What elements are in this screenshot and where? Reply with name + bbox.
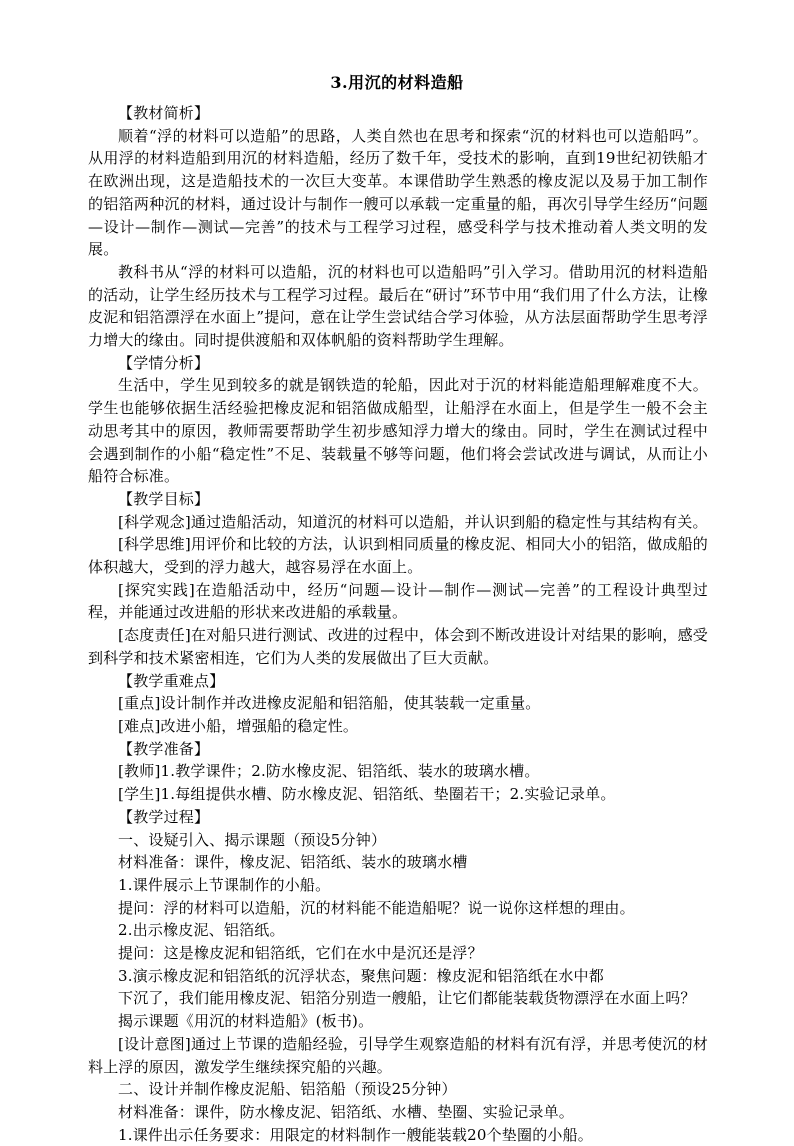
section-heading: 【学情分析】 <box>118 353 210 372</box>
paragraph: [设计意图]通过上节课的造船经验，引导学生观察造船的材料有沉有浮，并思考使沉的材料上浮的原因，激发学生继续探究船的兴趣。 <box>88 1034 708 1076</box>
paragraph: [探究实践]在造船活动中，经历“问题—设计—制作—测试—完善”的工程设计典型过程，并能通过改进船的形状来改进船的承载量。 <box>88 580 708 622</box>
paragraph: [科学观念]通过造船活动，知道沉的材料可以造船，并认识到船的稳定性与其结构有关。 <box>118 512 708 531</box>
paragraph: 下沉了，我们能用橡皮泥、铝箔分别造一艘船，让它们都能装载货物漂浮在水面上吗？ <box>118 989 696 1008</box>
paragraph: 3.演示橡皮泥和铝箔纸的沉浮状态，聚焦问题：橡皮泥和铝箔纸在水中都 <box>118 966 604 985</box>
section-heading: 【教学重难点】 <box>118 671 225 690</box>
paragraph: 材料准备：课件，橡皮泥、铝箔纸、装水的玻璃水槽 <box>118 853 468 872</box>
paragraph: [教师]1.教学课件；2.防水橡皮泥、铝箔纸、装水的玻璃水槽。 <box>118 762 540 781</box>
section-heading: 【教学准备】 <box>118 739 210 758</box>
paragraph: 一、设疑引入、揭示课题（预设5分钟） <box>118 830 387 849</box>
section-heading: 【教学目标】 <box>118 489 210 508</box>
paragraph: 材料准备：课件，防水橡皮泥、铝箔纸、水槽、垫圈、实验记录单。 <box>118 1102 575 1121</box>
paragraph: [科学思维]用评价和比较的方法，认识到相同质量的橡皮泥、相同大小的铝箔，做成船的体积越大，受到的浮力越大，越容易浮在水面上。 <box>88 535 708 577</box>
paragraph: [态度责任]在对船只进行测试、改进的过程中，体会到不断改进设计对结果的影响，感受到科学和技术紧密相连，它们为人类的发展做出了巨大贡献。 <box>88 626 708 667</box>
paragraph: 教科书从“浮的材料可以造船，沉的材料也可以造船吗”引入学习。借助用沉的材料造船的活动，让学生经历技术与工程学习过程。最后在“研讨”环节中用“我们用了什么方法，让橡皮泥和铝箔漂浮在水面上”提问，意在让学生尝试结合学习体验，从方法层面帮助学生思考浮力增大的缘由。同时提供渡船和双体帆船的资料帮助学生理解。 <box>88 262 708 350</box>
paragraph: [难点]改进小船，增强船的稳定性。 <box>118 716 359 735</box>
paragraph: 生活中，学生见到较多的就是钢铁造的轮船，因此对于沉的材料能造船理解难度不大。学生也能够依据生活经验把橡皮泥和铝箔做成船型，让船浮在水面上，但是学生一般不会主动思考其中的原因，教师需要帮助学生初步感知浮力增大的缘由。同时，学生在测试过程中会遇到制作的小船“稳定性”不足、装载量不够等问题，他们将会尝试改进与调试，从而让小船符合标准。 <box>88 376 708 486</box>
paragraph: 提问：浮的材料可以造船，沉的材料能不能造船呢？说一说你这样想的理由。 <box>118 898 635 917</box>
paragraph: 揭示课题《用沉的材料造船》(板书)。 <box>118 1012 374 1031</box>
paragraph: 顺着“浮的材料可以造船”的思路，人类自然也在思考和探索“沉的材料也可以造船吗”。从用浮的材料造船到用沉的材料造船，经历了数千年，受技术的影响，直到19世纪初铁船才在欧洲出现，这是造船技术的一次巨大变革。本课借助学生熟悉的橡皮泥以及易于加工制作的铝箔两种沉的材料，通过设计与制作一艘可以承载一定重量的船，再次引导学生经历“问题—设计—制作—测试—完善”的技术与工程学习过程，感受科学与技术推动着人类文明的发展。 <box>88 126 708 259</box>
paragraph: 2.出示橡皮泥、铝箔纸。 <box>118 921 285 940</box>
document-title: 3.用沉的材料造船 <box>330 73 464 92</box>
document-body <box>88 102 708 1146</box>
paragraph: [重点]设计制作并改进橡皮泥船和铝箔船，使其装载一定重量。 <box>118 694 541 713</box>
paragraph: 提问：这是橡皮泥和铝箔纸，它们在水中是沉还是浮？ <box>118 944 483 963</box>
paragraph: 1.课件展示上节课制作的小船。 <box>118 875 331 894</box>
paragraph: [学生]1.每组提供水槽、防水橡皮泥、铝箔纸、垫圈若干；2.实验记录单。 <box>118 785 616 804</box>
paragraph: 1.课件出示任务要求：用限定的材料制作一艘能装载20个垫圈的小船。 <box>118 1125 594 1144</box>
section-heading: 【教材简析】 <box>118 104 210 122</box>
paragraph: 二、设计并制作橡皮泥船、铝箔船（预设25分钟） <box>118 1080 457 1099</box>
section-heading: 【教学过程】 <box>118 807 210 826</box>
